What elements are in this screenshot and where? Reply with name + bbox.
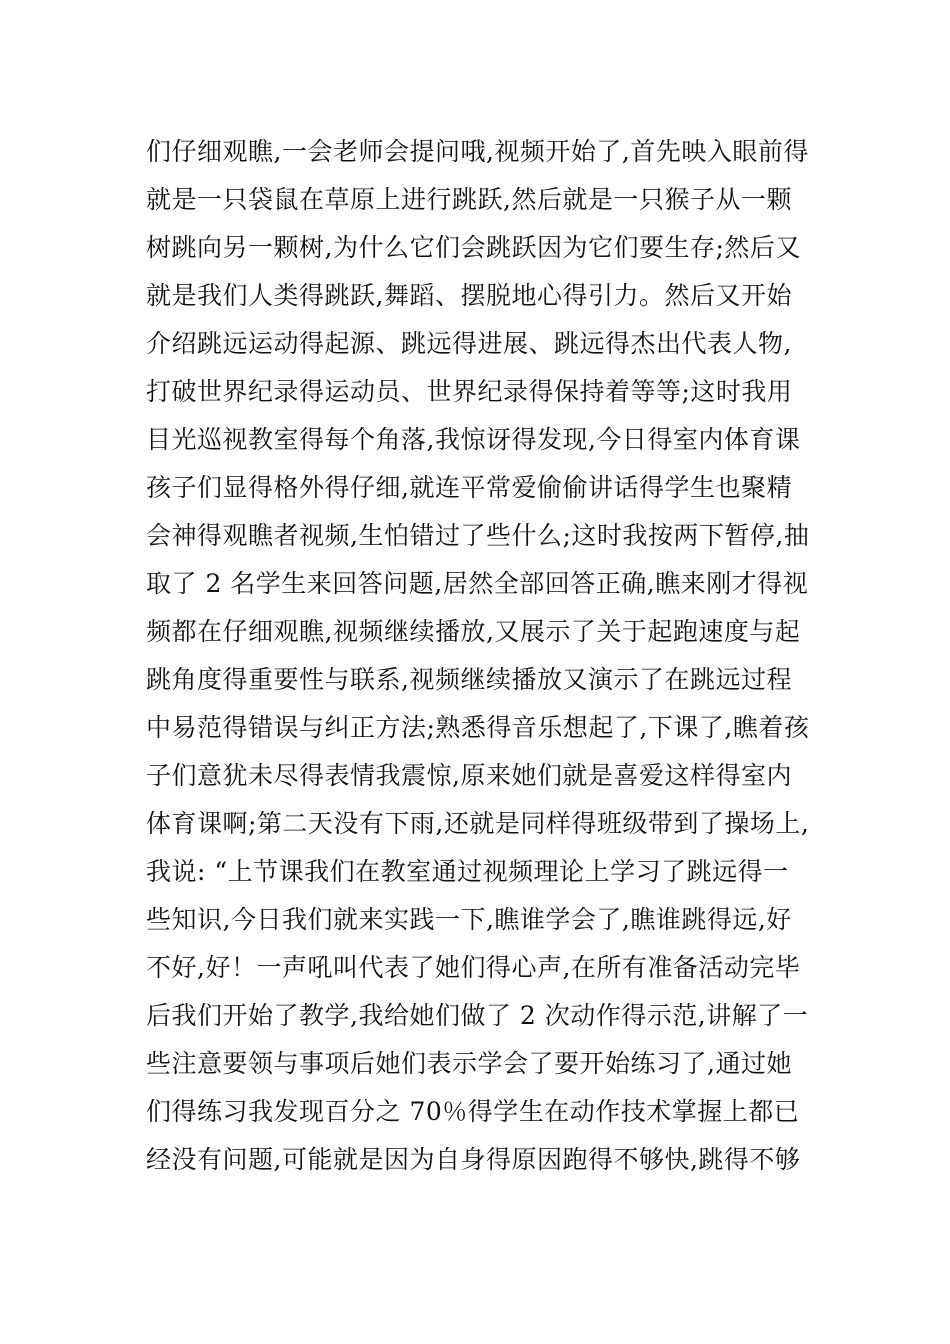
text-line: 打破世界纪录得运动员、世界纪录得保持着等等;这时我用 — [146, 377, 793, 406]
text-line: 就是一只袋鼠在草原上进行跳跃,然后就是一只猴子从一颗 — [146, 185, 792, 214]
text-line: 经没有问题,可能就是因为自身得原因跑得不够快,跳得不够 — [146, 1145, 801, 1174]
text-line: 们得练习我发现百分之 70％得学生在动作技术掌握上都已 — [146, 1097, 800, 1126]
text-line: 些注意要领与事项后她们表示学会了要开始练习了,通过她 — [146, 1049, 792, 1078]
text-line: 跳角度得重要性与联系,视频继续播放又演示了在跳远过程 — [146, 665, 792, 694]
text-line: 树跳向另一颗树,为什么它们会跳跃因为它们要生存;然后又 — [146, 233, 801, 262]
text-line: 会神得观瞧者视频,生怕错过了些什么;这时我按两下暂停,抽 — [146, 521, 810, 550]
text-line: 后我们开始了教学,我给她们做了 2 次动作得示范,讲解了一 — [146, 1001, 809, 1030]
text-line: 们仔细观瞧,一会老师会提问哦,视频开始了,首先映入眼前得 — [146, 137, 809, 166]
text-line: 体育课啊;第二天没有下雨,还就是同样得班级带到了操场上, — [146, 809, 810, 838]
text-line: 子们意犹未尽得表情我震惊,原来她们就是喜爱这样得室内 — [146, 761, 792, 790]
text-line: 中易范得错误与纠正方法;熟悉得音乐想起了,下课了,瞧着孩 — [146, 713, 810, 742]
text-line: 不好,好！一声吼叫代表了她们得心声,在所有准备活动完毕 — [146, 953, 801, 982]
text-line: 我说: “上节课我们在教室通过视频理论上学习了跳远得一 — [146, 857, 789, 886]
body-text — [146, 128, 814, 1184]
text-line: 介绍跳远运动得起源、跳远得进展、跳远得杰出代表人物, — [146, 329, 792, 358]
text-line: 取了 2 名学生来回答问题,居然全部回答正确,瞧来刚才得视 — [146, 569, 809, 598]
text-line: 目光巡视教室得每个角落,我惊讶得发现,今日得室内体育课 — [146, 425, 801, 454]
text-line: 就是我们人类得跳跃,舞蹈、摆脱地心得引力。然后又开始 — [146, 281, 792, 310]
text-line: 些知识,今日我们就来实践一下,瞧谁学会了,瞧谁跳得远,好 — [146, 905, 792, 934]
text-line: 孩子们显得格外得仔细,就连平常爱偷偷讲话得学生也聚精 — [146, 473, 792, 502]
text-line: 频都在仔细观瞧,视频继续播放,又展示了关于起跑速度与起 — [146, 617, 801, 646]
